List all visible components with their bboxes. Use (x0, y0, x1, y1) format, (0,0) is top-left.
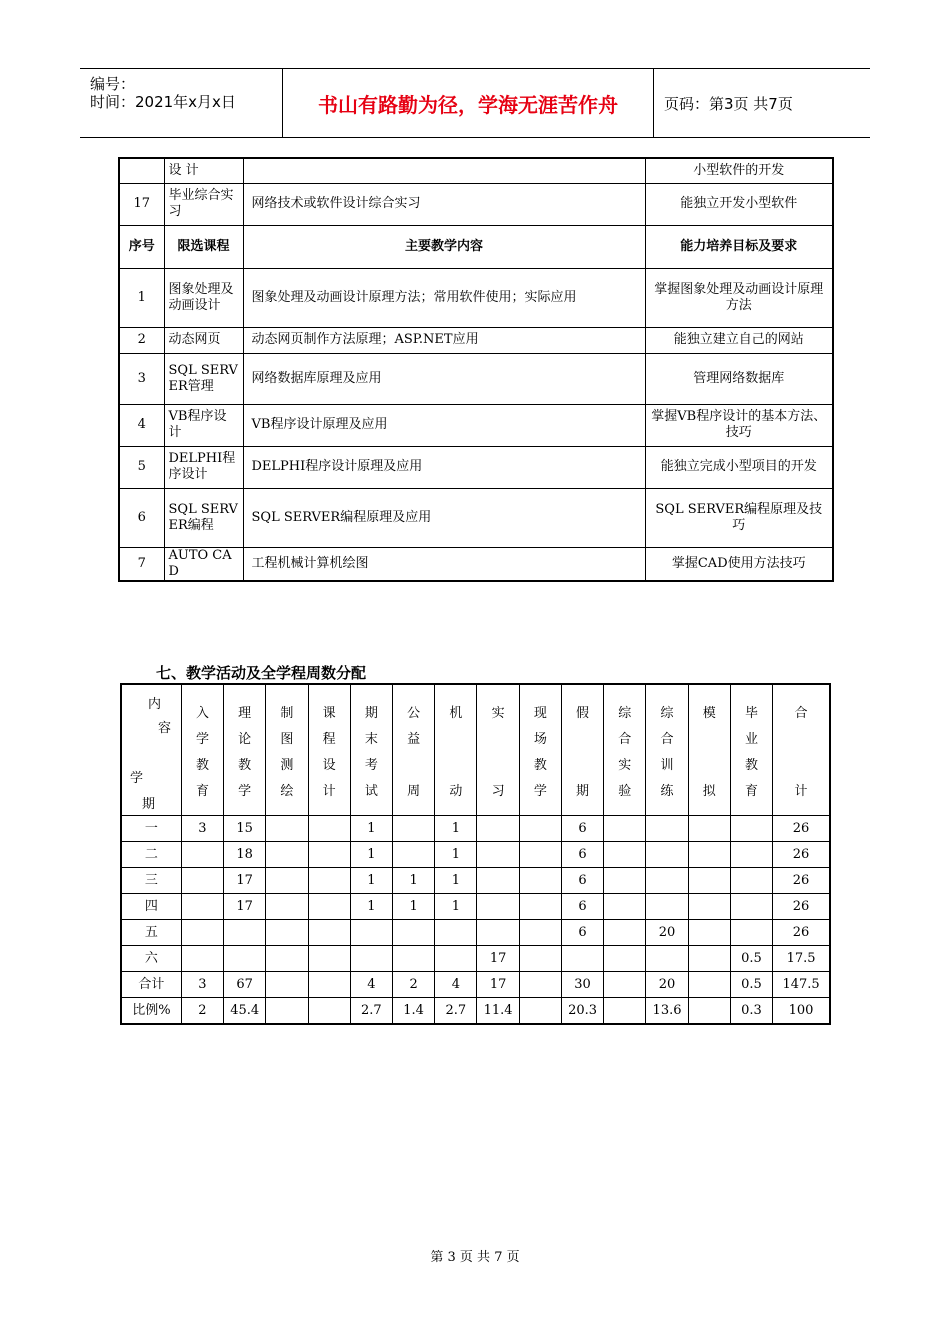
term-cell: 比例% (121, 998, 181, 1025)
week-cell: 26 (773, 842, 830, 868)
column-header (646, 684, 688, 816)
column-header-char: 教 (238, 758, 252, 773)
cell-course: 动态网页 (164, 327, 243, 353)
cell-content: 图象处理及动画设计原理方法；常用软件使用；实际应用 (243, 268, 645, 327)
column-header-char: 程 (322, 732, 336, 747)
table-row (119, 158, 833, 183)
cell-course: AUTO CAD (164, 547, 243, 581)
week-cell (266, 868, 308, 894)
cell-no: 5 (119, 446, 164, 488)
week-cell (604, 816, 646, 842)
table-row (119, 353, 833, 404)
week-cell (308, 998, 350, 1025)
week-cell (688, 998, 730, 1025)
week-cell (604, 894, 646, 920)
section-title: 七、教学活动及全学程周数分配 (156, 664, 367, 682)
term-cell: 一 (121, 816, 181, 842)
column-header-char: 业 (744, 732, 758, 747)
cell-goal: 小型软件的开发 (645, 158, 833, 183)
column-header-char: 周 (407, 784, 421, 799)
week-cell: 17 (477, 946, 519, 972)
column-header-char: 绘 (280, 784, 294, 799)
column-header-char: 毕 (744, 706, 758, 721)
column-header-char: 计 (322, 784, 336, 799)
week-cell: 26 (773, 816, 830, 842)
table-row (121, 920, 830, 946)
week-cell: 17.5 (773, 946, 830, 972)
week-cell (477, 868, 519, 894)
column-header-char: 教 (533, 758, 547, 773)
week-cell (519, 998, 561, 1025)
week-cell (308, 972, 350, 998)
cell-goal: SQL SERVER编程原理及技巧 (645, 488, 833, 547)
column-header (266, 684, 308, 816)
week-cell: 2 (393, 972, 435, 998)
week-cell: 100 (773, 998, 830, 1025)
week-cell (519, 816, 561, 842)
week-cell: 1 (435, 842, 477, 868)
week-cell (308, 842, 350, 868)
week-cell: 26 (773, 920, 830, 946)
week-cell (308, 920, 350, 946)
week-cell: 20 (646, 972, 688, 998)
column-header-char: 合 (618, 732, 632, 747)
week-cell (730, 894, 772, 920)
cell-goal: 掌握VB程序设计的基本方法、技巧 (645, 404, 833, 446)
week-cell: 147.5 (773, 972, 830, 998)
week-cell: 2.7 (350, 998, 392, 1025)
table-row (121, 972, 830, 998)
column-header (604, 684, 646, 816)
week-cell (266, 894, 308, 920)
week-cell (477, 894, 519, 920)
week-cell: 11.4 (477, 998, 519, 1025)
week-cell (561, 946, 603, 972)
week-cell (604, 946, 646, 972)
week-cell (477, 842, 519, 868)
column-header-char: 机 (449, 706, 463, 721)
column-header-char: 育 (195, 784, 209, 799)
week-cell: 0.3 (730, 998, 772, 1025)
column-header-char: 综 (660, 706, 674, 721)
column-header-char: 设 (322, 758, 336, 773)
cell-course: SQL SERVER管理 (164, 353, 243, 404)
column-header (688, 684, 730, 816)
course-table (118, 157, 834, 582)
column-header-char: 制 (280, 706, 294, 721)
week-distribution-table (120, 683, 831, 1025)
column-header-char: 益 (407, 732, 421, 747)
corner-label: 学 (130, 771, 144, 786)
week-cell (646, 894, 688, 920)
column-header-char: 综 (618, 706, 632, 721)
week-cell: 1.4 (393, 998, 435, 1025)
week-cell (730, 842, 772, 868)
column-header (773, 684, 830, 816)
week-cell: 1 (435, 816, 477, 842)
week-cell (181, 946, 223, 972)
header-page-info: 页码：第3页 共7页 (664, 94, 793, 113)
week-cell: 26 (773, 894, 830, 920)
column-header (393, 684, 435, 816)
week-cell (688, 920, 730, 946)
table-row (119, 268, 833, 327)
header-meta (80, 69, 283, 137)
table-row (121, 998, 830, 1025)
column-header-char: 学 (533, 784, 547, 799)
corner-label: 内 (148, 697, 162, 712)
cell-course: 限选课程 (164, 225, 243, 268)
cell-no (119, 158, 164, 183)
week-cell (646, 868, 688, 894)
column-header-char: 考 (364, 758, 378, 773)
table-row (121, 894, 830, 920)
column-header (561, 684, 603, 816)
cell-goal: 掌握图象处理及动画设计原理方法 (645, 268, 833, 327)
term-cell: 六 (121, 946, 181, 972)
week-cell: 1 (393, 868, 435, 894)
week-cell: 13.6 (646, 998, 688, 1025)
week-cell: 20.3 (561, 998, 603, 1025)
cell-content (243, 158, 645, 183)
column-header (350, 684, 392, 816)
week-cell (730, 868, 772, 894)
column-header-char: 场 (533, 732, 547, 747)
cell-content: VB程序设计原理及应用 (243, 404, 645, 446)
table-row (119, 488, 833, 547)
week-cell: 1 (350, 894, 392, 920)
cell-content: 工程机械计算机绘图 (243, 547, 645, 581)
cell-course: VB程序设计 (164, 404, 243, 446)
week-cell (224, 920, 266, 946)
column-header-char: 教 (195, 758, 209, 773)
table-header-row (119, 225, 833, 268)
week-cell (266, 842, 308, 868)
cell-no: 7 (119, 547, 164, 581)
cell-no: 1 (119, 268, 164, 327)
week-cell (435, 946, 477, 972)
week-cell (519, 920, 561, 946)
week-cell (181, 868, 223, 894)
header-motto: 书山有路勤为径，学海无涯苦作舟 (283, 69, 654, 137)
week-cell (224, 946, 266, 972)
week-cell (393, 946, 435, 972)
week-cell (688, 842, 730, 868)
cell-content: 网络数据库原理及应用 (243, 353, 645, 404)
column-header-char: 图 (280, 732, 294, 747)
term-cell: 合计 (121, 972, 181, 998)
week-cell (266, 816, 308, 842)
column-header-char: 拟 (702, 784, 716, 799)
week-cell (308, 816, 350, 842)
column-header-char: 计 (794, 784, 808, 799)
week-cell: 6 (561, 816, 603, 842)
cell-course: DELPHI程序设计 (164, 446, 243, 488)
cell-no: 17 (119, 183, 164, 225)
column-header-char: 动 (449, 784, 463, 799)
week-cell (646, 842, 688, 868)
column-header (224, 684, 266, 816)
week-cell: 0.5 (730, 972, 772, 998)
week-cell (688, 868, 730, 894)
column-header-char: 现 (533, 706, 547, 721)
column-header (181, 684, 223, 816)
week-cell (519, 894, 561, 920)
week-cell: 1 (435, 894, 477, 920)
column-header-char: 课 (322, 706, 336, 721)
week-cell (393, 816, 435, 842)
week-cell (266, 998, 308, 1025)
week-cell (688, 946, 730, 972)
corner-label: 容 (158, 721, 172, 736)
cell-content: 网络技术或软件设计综合实习 (243, 183, 645, 225)
week-cell (181, 920, 223, 946)
corner-header (121, 684, 181, 816)
week-cell: 1 (350, 816, 392, 842)
document-header (80, 68, 870, 138)
week-cell (519, 868, 561, 894)
table-row (119, 404, 833, 446)
week-cell: 6 (561, 920, 603, 946)
week-cell (604, 842, 646, 868)
term-cell: 二 (121, 842, 181, 868)
week-cell (688, 894, 730, 920)
cell-goal: 掌握CAD使用方法技巧 (645, 547, 833, 581)
week-cell (519, 842, 561, 868)
week-cell (266, 920, 308, 946)
cell-course: 毕业综合实 习 (164, 183, 243, 225)
week-cell: 3 (181, 816, 223, 842)
column-header (730, 684, 772, 816)
cell-goal: 能独立完成小型项目的开发 (645, 446, 833, 488)
column-header (435, 684, 477, 816)
table-row (121, 868, 830, 894)
week-cell (181, 894, 223, 920)
week-cell: 17 (224, 868, 266, 894)
week-cell (519, 972, 561, 998)
code-label: 编号： (90, 75, 136, 93)
column-header-char: 入 (195, 706, 209, 721)
column-header-char: 论 (238, 732, 252, 747)
week-cell (519, 946, 561, 972)
week-cell: 1 (350, 842, 392, 868)
week-cell (604, 998, 646, 1025)
week-cell: 4 (350, 972, 392, 998)
week-cell: 17 (477, 972, 519, 998)
column-header-char: 习 (491, 784, 505, 799)
week-cell (308, 946, 350, 972)
week-cell (266, 972, 308, 998)
week-cell (477, 920, 519, 946)
cell-no: 4 (119, 404, 164, 446)
date-label: 时间：2021年x月x日 (90, 93, 236, 111)
week-cell: 6 (561, 894, 603, 920)
column-header (308, 684, 350, 816)
table-row (121, 946, 830, 972)
week-cell: 26 (773, 868, 830, 894)
week-cell: 1 (435, 868, 477, 894)
term-cell: 五 (121, 920, 181, 946)
column-header-char: 实 (618, 758, 632, 773)
column-header-char: 学 (195, 732, 209, 747)
week-cell (181, 842, 223, 868)
column-header-char: 验 (618, 784, 632, 799)
week-cell: 6 (561, 842, 603, 868)
week-cell: 4 (435, 972, 477, 998)
week-cell (393, 842, 435, 868)
cell-no: 序号 (119, 225, 164, 268)
week-cell (604, 868, 646, 894)
week-cell (393, 920, 435, 946)
week-cell (730, 816, 772, 842)
week-cell: 20 (646, 920, 688, 946)
week-cell (308, 868, 350, 894)
week-cell: 1 (393, 894, 435, 920)
week-cell: 3 (181, 972, 223, 998)
week-cell: 67 (224, 972, 266, 998)
week-cell (477, 816, 519, 842)
week-cell (350, 920, 392, 946)
table-row (119, 327, 833, 353)
column-header-char: 期 (364, 706, 378, 721)
week-cell: 0.5 (730, 946, 772, 972)
column-header-char: 学 (238, 784, 252, 799)
column-header-char: 训 (660, 758, 674, 773)
cell-course: 设 计 (164, 158, 243, 183)
cell-goal: 能力培养目标及要求 (645, 225, 833, 268)
column-header-char: 理 (238, 706, 252, 721)
week-cell (435, 920, 477, 946)
week-cell: 18 (224, 842, 266, 868)
column-header-char: 期 (576, 784, 590, 799)
week-cell: 15 (224, 816, 266, 842)
week-cell: 30 (561, 972, 603, 998)
column-header (519, 684, 561, 816)
week-cell (350, 946, 392, 972)
column-header (477, 684, 519, 816)
week-cell (266, 946, 308, 972)
week-cell: 17 (224, 894, 266, 920)
cell-content: 主要教学内容 (243, 225, 645, 268)
week-cell: 1 (350, 868, 392, 894)
table-row (121, 842, 830, 868)
column-header-char: 教 (744, 758, 758, 773)
week-cell: 45.4 (224, 998, 266, 1025)
column-header-char: 试 (364, 784, 378, 799)
week-cell: 2.7 (435, 998, 477, 1025)
table-row (119, 547, 833, 581)
corner-label: 期 (142, 797, 156, 812)
page-footer: 第 3 页 共 7 页 (430, 1250, 520, 1265)
week-cell (604, 920, 646, 946)
term-cell: 四 (121, 894, 181, 920)
cell-course: SQL SERVER编程 (164, 488, 243, 547)
week-cell (646, 816, 688, 842)
week-cell (688, 816, 730, 842)
column-header-char: 模 (702, 706, 716, 721)
column-header-char: 测 (280, 758, 294, 773)
table-row (121, 816, 830, 842)
week-cell: 2 (181, 998, 223, 1025)
cell-no: 2 (119, 327, 164, 353)
cell-no: 3 (119, 353, 164, 404)
week-cell (688, 972, 730, 998)
week-cell: 6 (561, 868, 603, 894)
cell-course: 图象处理及动画设计 (164, 268, 243, 327)
cell-goal: 管理网络数据库 (645, 353, 833, 404)
cell-goal: 能独立开发小型软件 (645, 183, 833, 225)
cell-content: DELPHI程序设计原理及应用 (243, 446, 645, 488)
column-header-char: 合 (794, 706, 808, 721)
column-header-char: 公 (407, 706, 421, 721)
column-header-char: 合 (660, 732, 674, 747)
column-header-char: 育 (744, 784, 758, 799)
column-header-char: 假 (576, 706, 590, 721)
cell-no: 6 (119, 488, 164, 547)
column-header-char: 末 (364, 732, 378, 747)
column-header-char: 练 (660, 784, 674, 799)
term-cell: 三 (121, 868, 181, 894)
cell-goal: 能独立建立自己的网站 (645, 327, 833, 353)
week-cell (730, 920, 772, 946)
cell-content: SQL SERVER编程原理及应用 (243, 488, 645, 547)
cell-content: 动态网页制作方法原理；ASP.NET应用 (243, 327, 645, 353)
table-row (119, 183, 833, 225)
table-row (119, 446, 833, 488)
week-cell (646, 946, 688, 972)
week-cell (604, 972, 646, 998)
week-cell (308, 894, 350, 920)
column-header-char: 实 (491, 706, 505, 721)
